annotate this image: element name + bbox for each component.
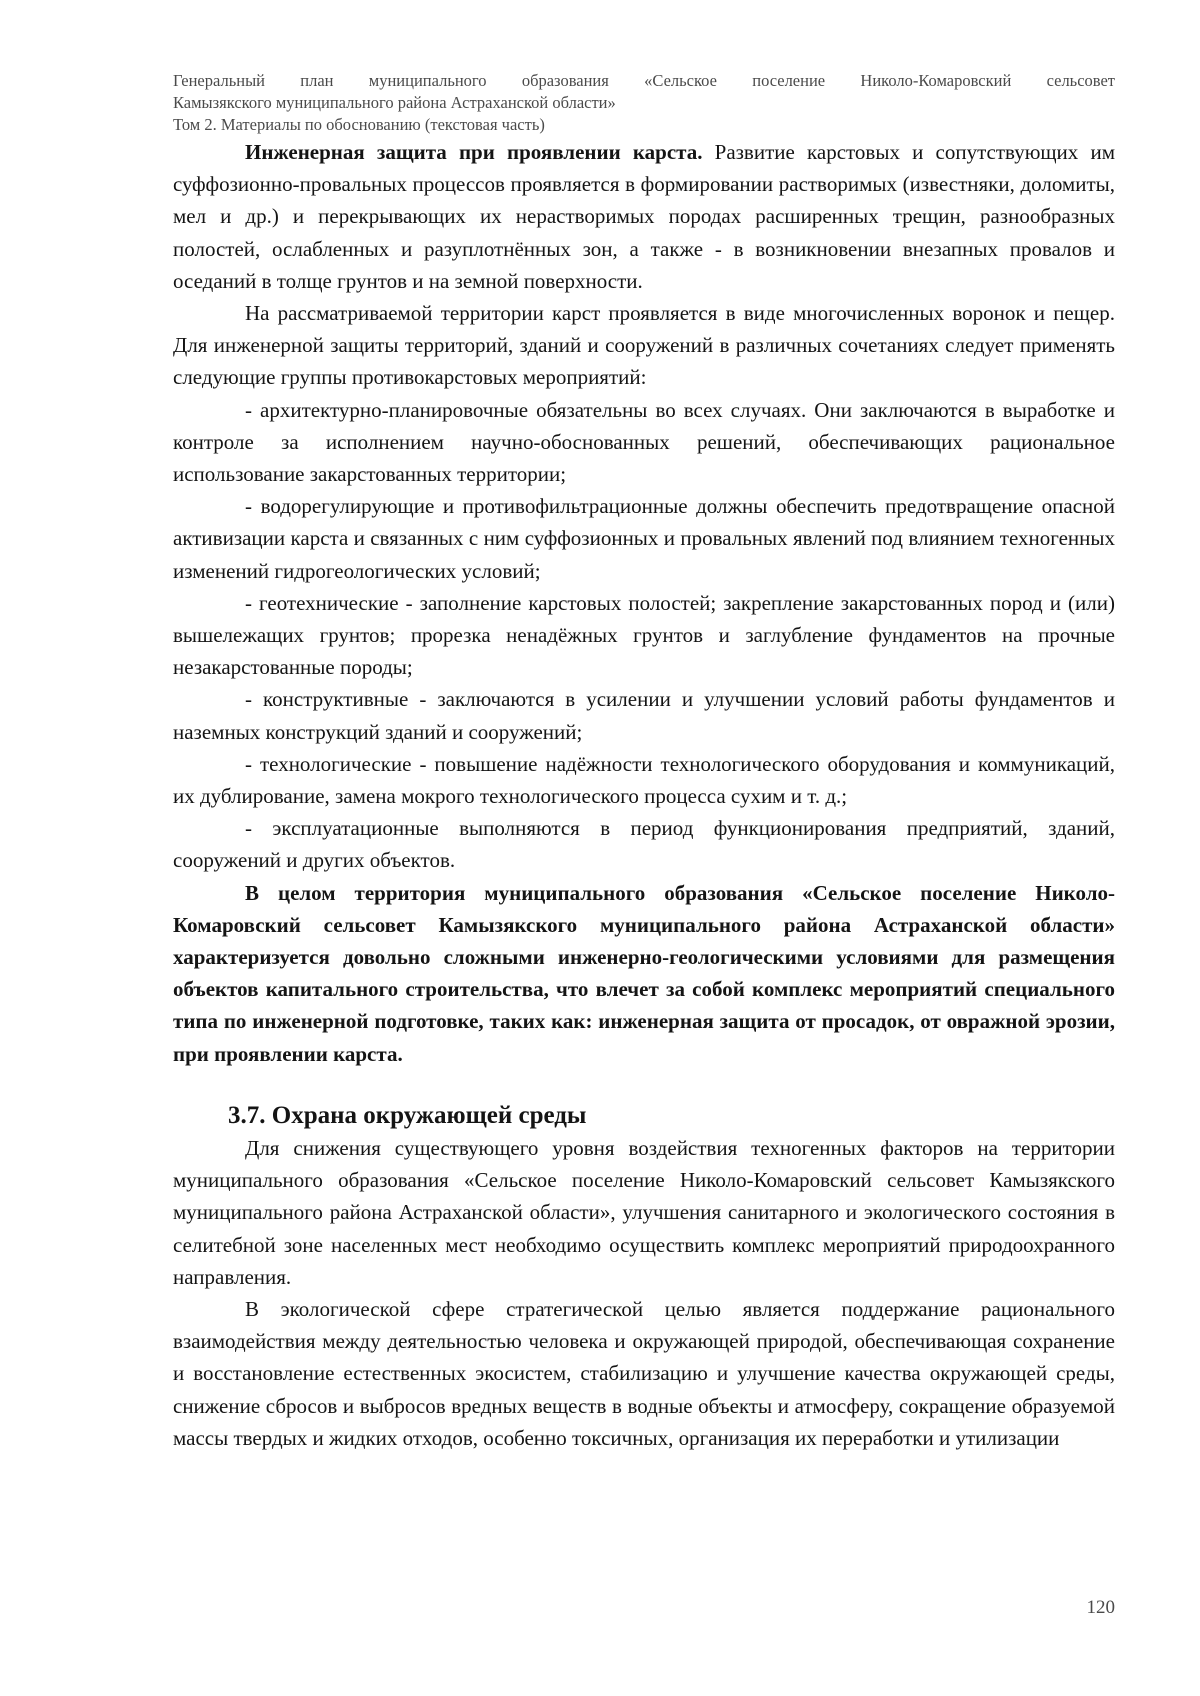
header-line-1: Генеральный план муниципального образования «Сельское поселение Николо-Комаровский сельсовет	[173, 71, 1115, 90]
page-number: 120	[1086, 1597, 1115, 1618]
karst-paragraph-2: На рассматриваемой территории карст проявляется в виде многочисленных воронок и пещер. Для инженерной защиты территорий, зданий и сооружений в различных сочетаниях следует применять следующие группы противокарстовых мероприятий:	[173, 301, 1115, 390]
karst-item-operational: - эксплуатационные выполняются в период функционирования предприятий, зданий, сооружений и других объектов.	[173, 816, 1115, 873]
karst-item-architectural: - архитектурно-планировочные обязательны во всех случаях. Они заключаются в выработке и контроле за исполнением научно-обоснованных решений, обеспечивающих рациональное использование закарстованных территории;	[173, 397, 1115, 487]
document-body	[173, 136, 1115, 1454]
karst-intro-paragraph	[173, 136, 1115, 297]
karst-intro-text: Развитие карстовых и сопутствующих им суффозионно-провальных процессов проявляется в формировании растворимых (известняки, доломиты, мел и др.) и перекрывающих их нерастворимых породах расширенных трещин, разнообразных полостей, ослабленных и разуплотнённых зон, а также - в возникновении внезапных провалов и оседаний в толще грунтов и на земной поверхности.	[173, 140, 1115, 293]
karst-item-water-regulating: - водорегулирующие и противофильтрационные должны обеспечить предотвращение опасной активизации карста и связанных с ним суффозионных и провальных явлений под влиянием техногенных изменений гидрогеологических условий;	[173, 494, 1115, 583]
header-line-3: Том 2. Материалы по обоснованию (текстовая часть)	[173, 115, 545, 134]
karst-item-technological: - технологические - повышение надёжности технологического оборудования и коммуникаций, их дублирование, замена мокрого технологического процесса сухим и т. д.;	[173, 751, 1115, 809]
document-page	[173, 70, 1115, 1454]
header-line-2: Камызякского муниципального района Астраханской области»	[173, 93, 616, 112]
karst-summary-paragraph: В целом территория муниципального образования «Сельское поселение Николо-Комаровский сельсовет Камызякского муниципального района Астраханской области» характеризуется довольно сложными инженерно-геологическими условиями для размещения объектов капитального строительства, что влечет за собой комплекс мероприятий специального типа по инженерной подготовке, таких как: инженерная защита от просадок, от овражной эрозии, при проявлении карста.	[173, 880, 1115, 1066]
karst-item-constructive: - конструктивные - заключаются в усилении и улучшении условий работы фундаментов и наземных конструкций зданий и сооружений;	[173, 687, 1115, 744]
running-header	[173, 70, 1115, 136]
environment-paragraph-1: Для снижения существующего уровня воздействия техногенных факторов на территории муниципального образования «Сельское поселение Николо-Комаровский сельсовет Камызякского муниципального района Астраханской области», улучшения санитарного и экологического состояния в селитебной зоне населенных мест необходимо осуществить комплекс мероприятий природоохранного направления.	[173, 1135, 1115, 1289]
karst-item-geotechnical: - геотехнические - заполнение карстовых полостей; закрепление закарстованных пород и (или) вышележащих грунтов; прорезка ненадёжных грунтов и заглубление фундаментов на прочные незакарстованные породы;	[173, 590, 1115, 680]
environment-paragraph-2: В экологической сфере стратегической целью является поддержание рационального взаимодействия между деятельностью человека и окружающей природой, обеспечивающая сохранение и восстановление естественных экосистем, стабилизацию и улучшение качества окружающей среды, снижение сбросов и выбросов вредных веществ в водные объекты и атмосферу, сокращение образуемой массы твердых и жидких отходов, особенно токсичных, организация их переработки и утилизации	[173, 1296, 1115, 1450]
section-title: 3.7. Охрана окружающей среды	[228, 1101, 587, 1129]
karst-heading: Инженерная защита при проявлении карста.	[245, 140, 703, 164]
